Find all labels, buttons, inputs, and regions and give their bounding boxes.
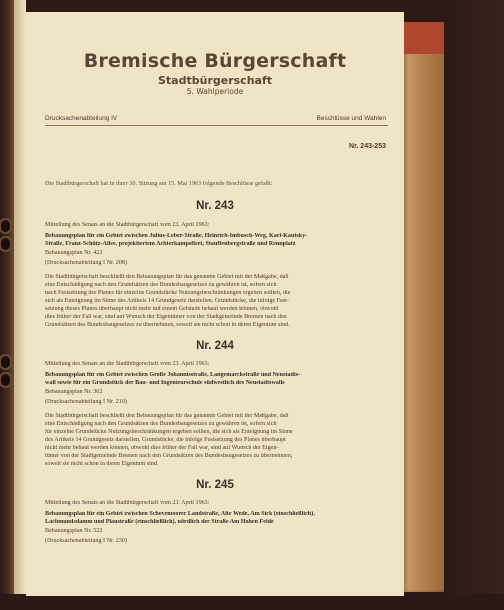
plan-reference: (Drucksachenabteilung I Nr. 208) [45,260,127,266]
document-page [26,12,404,596]
category-label: Beschlüsse und Wahlen [316,115,386,122]
body-line: nicht mehr bebaut werden können, obwohl dies früher der Fall war, sind auf Wunsch der Eigen- [45,445,279,451]
plan-reference: (Drucksachenabteilung I Nr. 230) [45,538,127,544]
body-line: eine Entschädigung nach den Grundsätzen des Bundesbaugesetzes zu gewähren ist, sofern sich [45,282,277,288]
body-line: sich als Enteignung im Sinne des Artikels 14 Grundgesetz darstellen. Grundstücke, die infolge Fest- [45,298,289,304]
page-left-margin [14,0,26,610]
intro-text: Die Stadtbürgerschaft hat in ihrer 30. Sitzung am 15. Mai 1963 folgende Beschlüsse gefaßt: [45,180,273,187]
mitteilung: Mitteilung des Senats an die Stadtbürgerschaft vom 23. April 1963: [45,500,210,506]
body-line: dies früher der Fall war, sind auf Wunsch der Eigentümer von der Stadtgemeinde Bremen nach den [45,314,287,320]
body-line: soweit sie nicht schon in deren Eigentum sind. [45,461,159,467]
binder-spine [404,22,444,592]
plan-title-line: Straße, Franz-Schütz-Allee, projektiertem Achterkampsfleet, Stauffenbergstraße und Rennplatz [45,241,296,247]
plan-number: Bebauungsplan Nr. 362 [45,389,103,395]
plan-reference: (Drucksachenabteilung I Nr. 210) [45,399,127,405]
plan-number: Bebauungsplan Nr. 422 [45,250,103,256]
body-line: Die Stadtbürgerschaft beschließt den Bebauungsplan für das genannte Gebiet mit der Maßgabe, daß [45,413,289,419]
section-label: Drucksachenabteilung IV [45,115,118,122]
body-line: Die Stadtbürgerschaft beschließt den Bebauungsplan für das genannte Gebiet mit der Maßgabe, daß [45,274,289,280]
body-line: eine Entschädigung nach den Grundsätzen des Bundesbaugesetzes zu gewähren ist, sofern sich [45,421,277,427]
document-period: 5. Wahlperiode [186,87,244,96]
section-number: Nr. 244 [196,340,234,352]
section-number: Nr. 245 [196,479,234,491]
background-bottom [0,594,504,610]
plan-title-line: wall sowie für ein Grundstück der Bau- und Ingenieurschule südwestlich des Neustadtswalls [45,380,285,386]
header-rule [45,125,388,126]
binder-tab [404,22,444,54]
plan-title-line: Bebauungsplan für ein Gebiet zwischen Julius-Leber-Straße, Heinrich-Imbusch-Weg, Karl-Kautsky- [45,233,308,239]
body-line: setzung dieses Planes überhaupt nicht mehr mit einem Gebäude bebaut werden können, obwohl [45,306,279,312]
plan-title-line: Bebauungsplan für ein Gebiet zwischen Schevemoorer Landstraße, Alte Wede, Am Sick (einschließlich), [45,511,315,517]
plan-title-line: Bebauungsplan für ein Gebiet zwischen Große Johannisstraße, Langemarckstraße und Neustadts- [45,372,301,378]
punch-hole [1,220,10,232]
body-line: tümer von der Stadtgemeinde Bremen nach den Grundsätzen des Bundesbaugesetzes zu übernehmen, [45,453,293,459]
document-title: Bremische Bürgerschaft [83,50,347,72]
plan-number: Bebauungsplan Nr. 522 [45,528,103,534]
body-line: des Artikels 14 Grundgesetz darstellen. Grundstücke, die infolge Festsetzung des Planes überhaupt [45,437,286,443]
mitteilung: Mitteilung des Senats an die Stadtbürgerschaft vom 23. April 1963: [45,222,210,228]
punch-hole [1,356,10,368]
background-right [444,0,504,610]
binder-edge [0,0,14,610]
body-line: Grundsätzen des Bundesbaugesetzes zu übernehmen, soweit sie nicht schon in deren Eigentum sind. [45,322,290,328]
body-line: für einzelne Grundstücke Nutzungsbeschränkungen ergeben sollten, die sich als Enteignung im Sinne [45,429,293,435]
body-line: nach Festsetzung des Planes für einzelne Grundstücke Nutzungsbeschränkungen ergeben sollten, die [45,290,291,296]
section-number: Nr. 243 [196,200,234,212]
punch-hole [1,374,10,386]
document-subtitle: Stadtbürgerschaft [158,74,272,87]
number-range: Nr. 243-253 [349,143,386,150]
punch-hole [1,238,10,250]
mitteilung: Mitteilung des Senats an die Stadtbürgerschaft vom 23. April 1963: [45,361,210,367]
plan-title-line: Lachmundsdamm und Plaustraße (einschließlich), nördlich der Straße Am Hohen Felde [45,519,274,525]
